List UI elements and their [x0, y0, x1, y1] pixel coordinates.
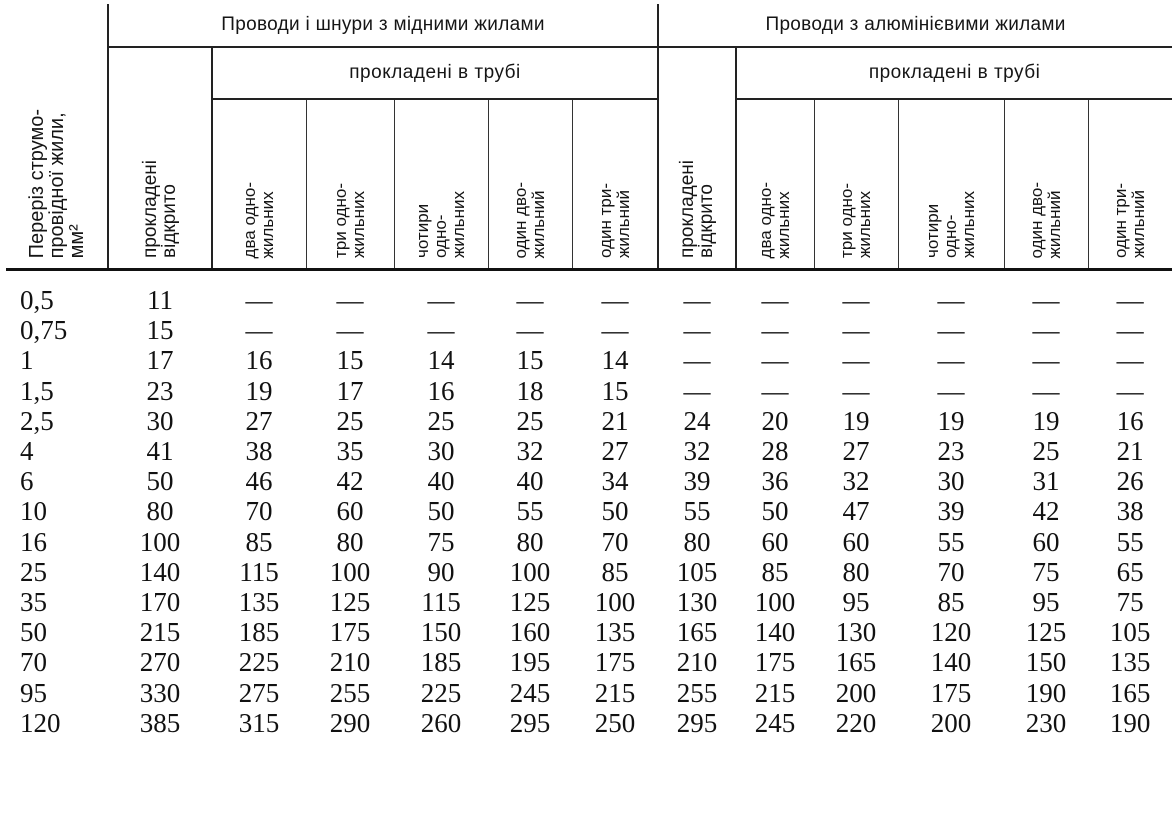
header-row-groups	[6, 4, 1172, 47]
table-cell: 190	[1109, 707, 1151, 738]
table-row	[6, 376, 1172, 406]
header-copper-three-single-label: три одно- жильних	[331, 183, 368, 258]
table-cell: —	[245, 315, 273, 346]
table-cell: 85	[761, 556, 789, 587]
cell-cross-section: 16	[20, 526, 47, 557]
table-cell: 50	[146, 466, 174, 497]
table-cell: 165	[835, 647, 877, 678]
table-cell: 95	[842, 586, 870, 617]
header-cross-section	[6, 4, 108, 270]
cell-cross-section: 25	[20, 556, 47, 587]
table-cell: —	[683, 315, 711, 346]
table-cell: 270	[139, 647, 181, 678]
table-cell: —	[1116, 315, 1144, 346]
table-cell: —	[937, 315, 965, 346]
table-cell: 17	[336, 375, 364, 406]
table-cell: 150	[1025, 647, 1067, 678]
cell-cross-section: 0,5	[20, 285, 54, 316]
table-cell: 80	[842, 556, 870, 587]
current-rating-table	[6, 4, 1172, 738]
table-cell: —	[761, 375, 789, 406]
table-cell: 245	[754, 707, 796, 738]
header-aluminium-one-triple-label: один три- жильний	[1111, 182, 1149, 258]
table-cell: 80	[516, 526, 544, 557]
header-copper-one-twin	[488, 99, 572, 270]
table-cell: 26	[1116, 466, 1144, 497]
header-aluminium-open-label: прокладені відкрито	[677, 160, 718, 258]
table-cell: 65	[1116, 556, 1144, 587]
cell-cross-section: 1,5	[20, 375, 54, 406]
table-cell: —	[842, 285, 870, 316]
table-cell: 295	[676, 707, 718, 738]
table-cell: 55	[1116, 526, 1144, 557]
table-cell: 23	[937, 436, 965, 467]
table-row	[6, 436, 1172, 466]
table-row	[6, 617, 1172, 647]
table-cell: —	[427, 285, 455, 316]
table-cell: 70	[937, 556, 965, 587]
table-row	[6, 587, 1172, 617]
cell-cross-section: 4	[20, 436, 34, 467]
header-group-copper: Проводи і шнури з мідними жилами	[108, 4, 658, 47]
table-cell: 175	[930, 677, 972, 708]
table-cell: 15	[146, 315, 174, 346]
cell-cross-section: 6	[20, 466, 34, 497]
table-cell: 80	[683, 526, 711, 557]
table-cell: 125	[509, 586, 551, 617]
table-cell: 385	[139, 707, 181, 738]
table-cell: 27	[245, 405, 273, 436]
table-cell: 175	[594, 647, 636, 678]
table-cell: 38	[245, 436, 273, 467]
table-cell: 15	[516, 345, 544, 376]
table-cell: 27	[842, 436, 870, 467]
table-cell: —	[842, 345, 870, 376]
header-aluminium-four-single-label: чотири одно- жильних	[923, 190, 979, 258]
cell-cross-section: 10	[20, 496, 47, 527]
table-cell: 36	[761, 466, 789, 497]
table-cell: 200	[930, 707, 972, 738]
table-cell: —	[761, 345, 789, 376]
table-cell: —	[1116, 285, 1144, 316]
header-copper-pipe: прокладені в трубі	[212, 47, 658, 99]
table-row	[6, 496, 1172, 526]
table-cell: —	[937, 375, 965, 406]
table-cell: 25	[336, 405, 364, 436]
table-cell: 245	[509, 677, 551, 708]
table-cell: 225	[238, 647, 280, 678]
table-cell: 115	[421, 586, 461, 617]
table-cell: —	[937, 285, 965, 316]
table-cell: 55	[937, 526, 965, 557]
table-row	[6, 708, 1172, 738]
table-cell: 85	[937, 586, 965, 617]
table-cell: 21	[601, 405, 629, 436]
header-copper-open	[108, 47, 212, 270]
table-cell: 210	[676, 647, 718, 678]
table-cell: —	[427, 315, 455, 346]
table-cell: —	[1116, 345, 1144, 376]
table-cell: 255	[329, 677, 371, 708]
table-cell: 47	[842, 496, 870, 527]
cell-cross-section: 50	[20, 617, 47, 648]
table-cell: 215	[139, 617, 181, 648]
table-cell: 135	[1109, 647, 1151, 678]
table-cell: 70	[245, 496, 273, 527]
table-cell: 46	[245, 466, 273, 497]
table-cell: —	[601, 285, 629, 316]
table-cell: 11	[147, 285, 173, 316]
header-aluminium-three-single-label: три одно- жильних	[837, 183, 875, 258]
table-cell: 50	[601, 496, 629, 527]
table-cell: —	[1116, 375, 1144, 406]
table-cell: 27	[601, 436, 629, 467]
table-cell: 70	[601, 526, 629, 557]
table-cell: 215	[754, 677, 796, 708]
table-cell: 30	[146, 405, 174, 436]
header-aluminium-one-twin	[1004, 99, 1088, 270]
table-cell: 39	[937, 496, 965, 527]
table-cell: 50	[761, 496, 789, 527]
header-aluminium-one-twin-label: один дво- жильний	[1027, 181, 1065, 258]
table-row	[6, 527, 1172, 557]
table-cell: 105	[676, 556, 718, 587]
table-cell: —	[516, 285, 544, 316]
table-cell: 32	[516, 436, 544, 467]
table-cell: —	[842, 375, 870, 406]
table-cell: 32	[842, 466, 870, 497]
header-copper-three-single	[306, 99, 394, 270]
table-cell: 125	[329, 586, 371, 617]
table-cell: 80	[336, 526, 364, 557]
table-cell: 330	[139, 677, 181, 708]
table-cell: 55	[516, 496, 544, 527]
table-cell: 19	[245, 375, 273, 406]
table-cell: 34	[601, 466, 629, 497]
table-cell: 21	[1116, 436, 1144, 467]
table-cell: 120	[930, 617, 972, 648]
table-cell: 200	[835, 677, 877, 708]
table-cell: 75	[427, 526, 455, 557]
cell-cross-section: 120	[20, 707, 61, 738]
table-row	[6, 677, 1172, 707]
table-cell: 55	[683, 496, 711, 527]
header-copper-two-single-label: два одно- жильних	[240, 181, 278, 258]
table-cell: 16	[427, 375, 455, 406]
table-cell: 100	[509, 556, 551, 587]
table-cell: 160	[509, 617, 551, 648]
table-cell: 210	[329, 647, 371, 678]
table-cell: 105	[1109, 617, 1151, 648]
table-cell: —	[1032, 375, 1060, 406]
table-cell: 24	[683, 405, 711, 436]
table-cell: 80	[146, 496, 174, 527]
table-cell: 42	[336, 466, 364, 497]
table-cell: 41	[146, 436, 174, 467]
header-aluminium-four-single	[898, 99, 1004, 270]
table-cell: 290	[329, 707, 371, 738]
table-cell: 175	[329, 617, 371, 648]
table-cell: 28	[761, 436, 789, 467]
table-cell: 40	[516, 466, 544, 497]
table-cell: 60	[761, 526, 789, 557]
table-cell: —	[336, 315, 364, 346]
table-cell: 135	[238, 586, 280, 617]
header-group-aluminium: Проводи з алюмінієвими жилами	[658, 4, 1172, 47]
table-cell: —	[761, 315, 789, 346]
table-cell: 95	[1032, 586, 1060, 617]
table-cell: 165	[1109, 677, 1151, 708]
table-cell: 100	[139, 526, 181, 557]
table-cell: 230	[1025, 707, 1067, 738]
table-cell: 100	[754, 586, 796, 617]
table-cell: 32	[683, 436, 711, 467]
cell-cross-section: 0,75	[20, 315, 68, 346]
table-cell: —	[245, 285, 273, 316]
table-cell: 16	[1116, 405, 1144, 436]
cell-cross-section: 2,5	[20, 405, 54, 436]
header-aluminium-three-single	[814, 99, 898, 270]
table-cell: 85	[245, 526, 273, 557]
table-cell: 165	[676, 617, 718, 648]
header-copper-one-twin-label: один дво- жильний	[511, 181, 548, 258]
table-cell: 295	[509, 707, 551, 738]
header-aluminium-one-triple	[1088, 99, 1172, 270]
table-cell: 100	[329, 556, 371, 587]
table-row	[6, 466, 1172, 496]
header-copper-four-single	[394, 99, 488, 270]
table-cell: —	[516, 315, 544, 346]
table-cell: 115	[239, 556, 279, 587]
table-cell: 225	[420, 677, 462, 708]
table-row	[6, 315, 1172, 345]
table-row	[6, 406, 1172, 436]
table-row	[6, 345, 1172, 375]
table-cell: 130	[835, 617, 877, 648]
table-cell: 140	[139, 556, 181, 587]
table-cell: 19	[937, 405, 965, 436]
table-row	[6, 647, 1172, 677]
table-cell: —	[842, 315, 870, 346]
table-cell: 135	[594, 617, 636, 648]
table-cell: 185	[238, 617, 280, 648]
header-aluminium-two-single-label: два одно- жильних	[756, 181, 794, 258]
header-copper-four-single-label: чотири одно- жильних	[413, 190, 468, 258]
table-cell: 19	[842, 405, 870, 436]
table-cell: 190	[1025, 677, 1067, 708]
table-cell: 175	[754, 647, 796, 678]
table-cell: 250	[594, 707, 636, 738]
table-cell: 100	[594, 586, 636, 617]
table-cell: 140	[754, 617, 796, 648]
table-cell: 60	[842, 526, 870, 557]
table-cell: 30	[937, 466, 965, 497]
table-cell: 125	[1025, 617, 1067, 648]
table-cell: —	[336, 285, 364, 316]
header-copper-one-triple-label: один три- жильний	[595, 182, 633, 258]
table-cell: 85	[601, 556, 629, 587]
table-cell: 50	[427, 496, 455, 527]
header-copper-open-label: прокладені відкрито	[140, 160, 180, 258]
table-cell: 19	[1032, 405, 1060, 436]
table-row	[6, 270, 1172, 316]
table-cell: 90	[427, 556, 455, 587]
table-cell: 75	[1032, 556, 1060, 587]
header-aluminium-pipe: прокладені в трубі	[736, 47, 1172, 99]
table-cell: 185	[420, 647, 462, 678]
table-cell: 35	[336, 436, 364, 467]
table-cell: 60	[1032, 526, 1060, 557]
table-cell: —	[761, 285, 789, 316]
table-cell: —	[683, 375, 711, 406]
header-cross-section-label: Переріз струмо- провідної жили, мм²	[25, 108, 88, 258]
table-cell: 25	[427, 405, 455, 436]
table-cell: 38	[1116, 496, 1144, 527]
table-cell: 60	[336, 496, 364, 527]
table-cell: 260	[420, 707, 462, 738]
header-copper-one-triple	[572, 99, 658, 270]
table-row	[6, 557, 1172, 587]
table-cell: 25	[516, 405, 544, 436]
table-cell: 42	[1032, 496, 1060, 527]
table-cell: —	[601, 315, 629, 346]
table-body	[6, 270, 1172, 738]
table-cell: 130	[676, 586, 718, 617]
table-cell: 275	[238, 677, 280, 708]
table-cell: 18	[516, 375, 544, 406]
table-cell: 20	[761, 405, 789, 436]
table-cell: 75	[1116, 586, 1144, 617]
table-cell: —	[1032, 315, 1060, 346]
table-cell: —	[1032, 285, 1060, 316]
table-cell: 14	[427, 345, 455, 376]
table-cell: 15	[601, 375, 629, 406]
table-cell: 220	[835, 707, 877, 738]
table-cell: 40	[427, 466, 455, 497]
table-cell: 140	[930, 647, 972, 678]
table-cell: 30	[427, 436, 455, 467]
header-aluminium-two-single	[736, 99, 814, 270]
table-cell: 150	[420, 617, 462, 648]
table-cell: —	[683, 285, 711, 316]
table-cell: —	[683, 345, 711, 376]
table-cell: 255	[676, 677, 718, 708]
table-cell: 17	[146, 345, 174, 376]
table-cell: 315	[238, 707, 280, 738]
table-cell: 15	[336, 345, 364, 376]
table-cell: 39	[683, 466, 711, 497]
table-cell: 16	[245, 345, 273, 376]
cell-cross-section: 95	[20, 677, 47, 708]
header-copper-two-single	[212, 99, 306, 270]
header-row-pipe	[6, 47, 1172, 99]
header-aluminium-open	[658, 47, 736, 270]
table-cell: 14	[601, 345, 629, 376]
cell-cross-section: 70	[20, 647, 47, 678]
table-cell: —	[1032, 345, 1060, 376]
table-cell: —	[937, 345, 965, 376]
cell-cross-section: 35	[20, 586, 47, 617]
table-cell: 170	[139, 586, 181, 617]
table-cell: 23	[146, 375, 174, 406]
table-cell: 31	[1032, 466, 1060, 497]
table-cell: 25	[1032, 436, 1060, 467]
table-cell: 215	[594, 677, 636, 708]
table-cell: 195	[509, 647, 551, 678]
cell-cross-section: 1	[20, 345, 34, 376]
